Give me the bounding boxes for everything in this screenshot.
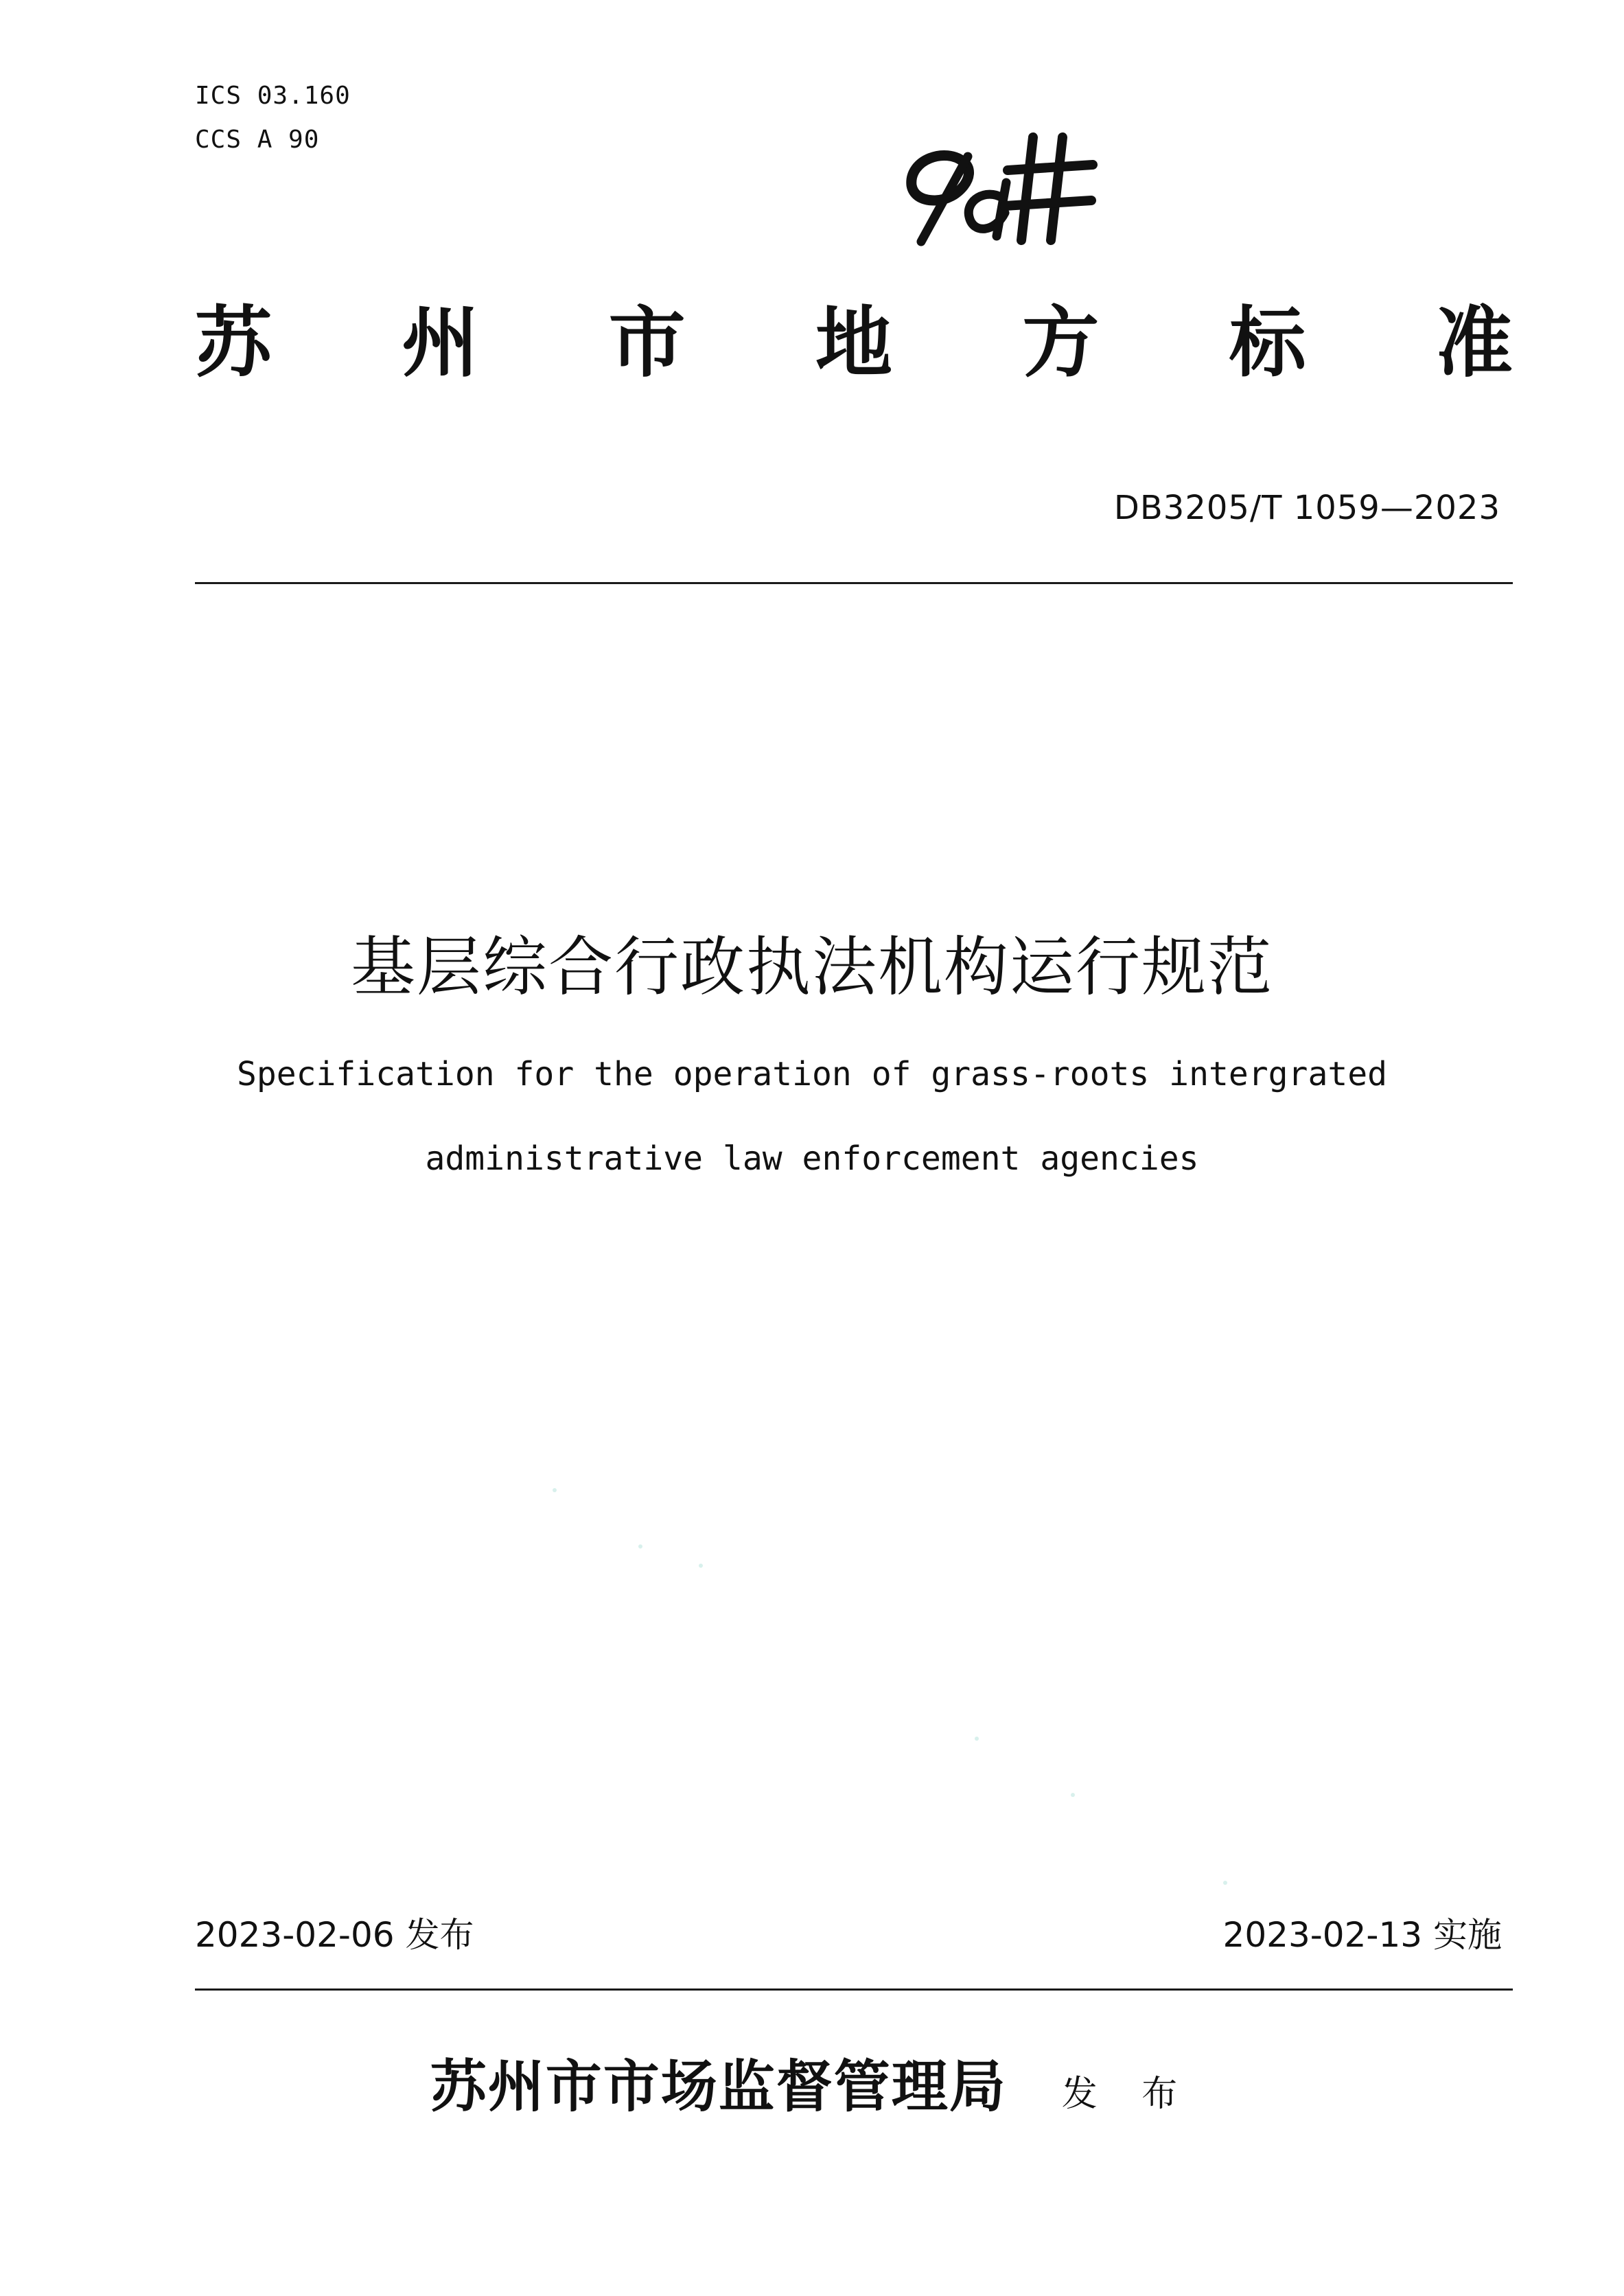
scan-speck [975, 1737, 979, 1741]
standard-type-char: 标 [1229, 298, 1306, 388]
publish-date: 2023-02-06 发布 [195, 1915, 474, 1955]
implement-date: 2023-02-13 实施 [1222, 1915, 1502, 1955]
standard-type-char: 苏 [195, 298, 272, 388]
document-title-cn: 基层综合行政执法机构运行规范 [350, 930, 1273, 1005]
issuer-name: 苏州市市场监督管理局 [430, 2054, 1007, 2120]
standard-type-char: 市 [608, 298, 686, 388]
standard-type-char: 地 [815, 298, 892, 388]
document-title-en-line2: administrative law enforcement agencies [425, 1139, 1199, 1178]
standard-type-title [195, 288, 1513, 398]
scan-speck [638, 1544, 642, 1549]
standard-type-char: 州 [402, 298, 479, 388]
bottom-divider [195, 1988, 1513, 1991]
standard-type-char: 准 [1435, 298, 1513, 388]
ccs-code: CCS A 90 [195, 126, 320, 154]
standard-type-char: 方 [1022, 298, 1100, 388]
standard-number: DB3205/T 1059—2023 [1113, 489, 1500, 527]
scan-speck [699, 1564, 703, 1568]
db-logo-icon [892, 132, 1098, 248]
ics-code: ICS 03.160 [195, 82, 351, 110]
issuer-suffix: 发 布 [1061, 2074, 1194, 2115]
issuer-line [0, 2049, 1624, 2132]
top-divider [195, 582, 1513, 584]
scan-speck [553, 1488, 557, 1492]
scan-speck [1223, 1881, 1227, 1885]
scan-speck [1071, 1793, 1075, 1797]
document-title-en-line1: Specification for the operation of grass-roots intergrated [236, 1055, 1388, 1093]
